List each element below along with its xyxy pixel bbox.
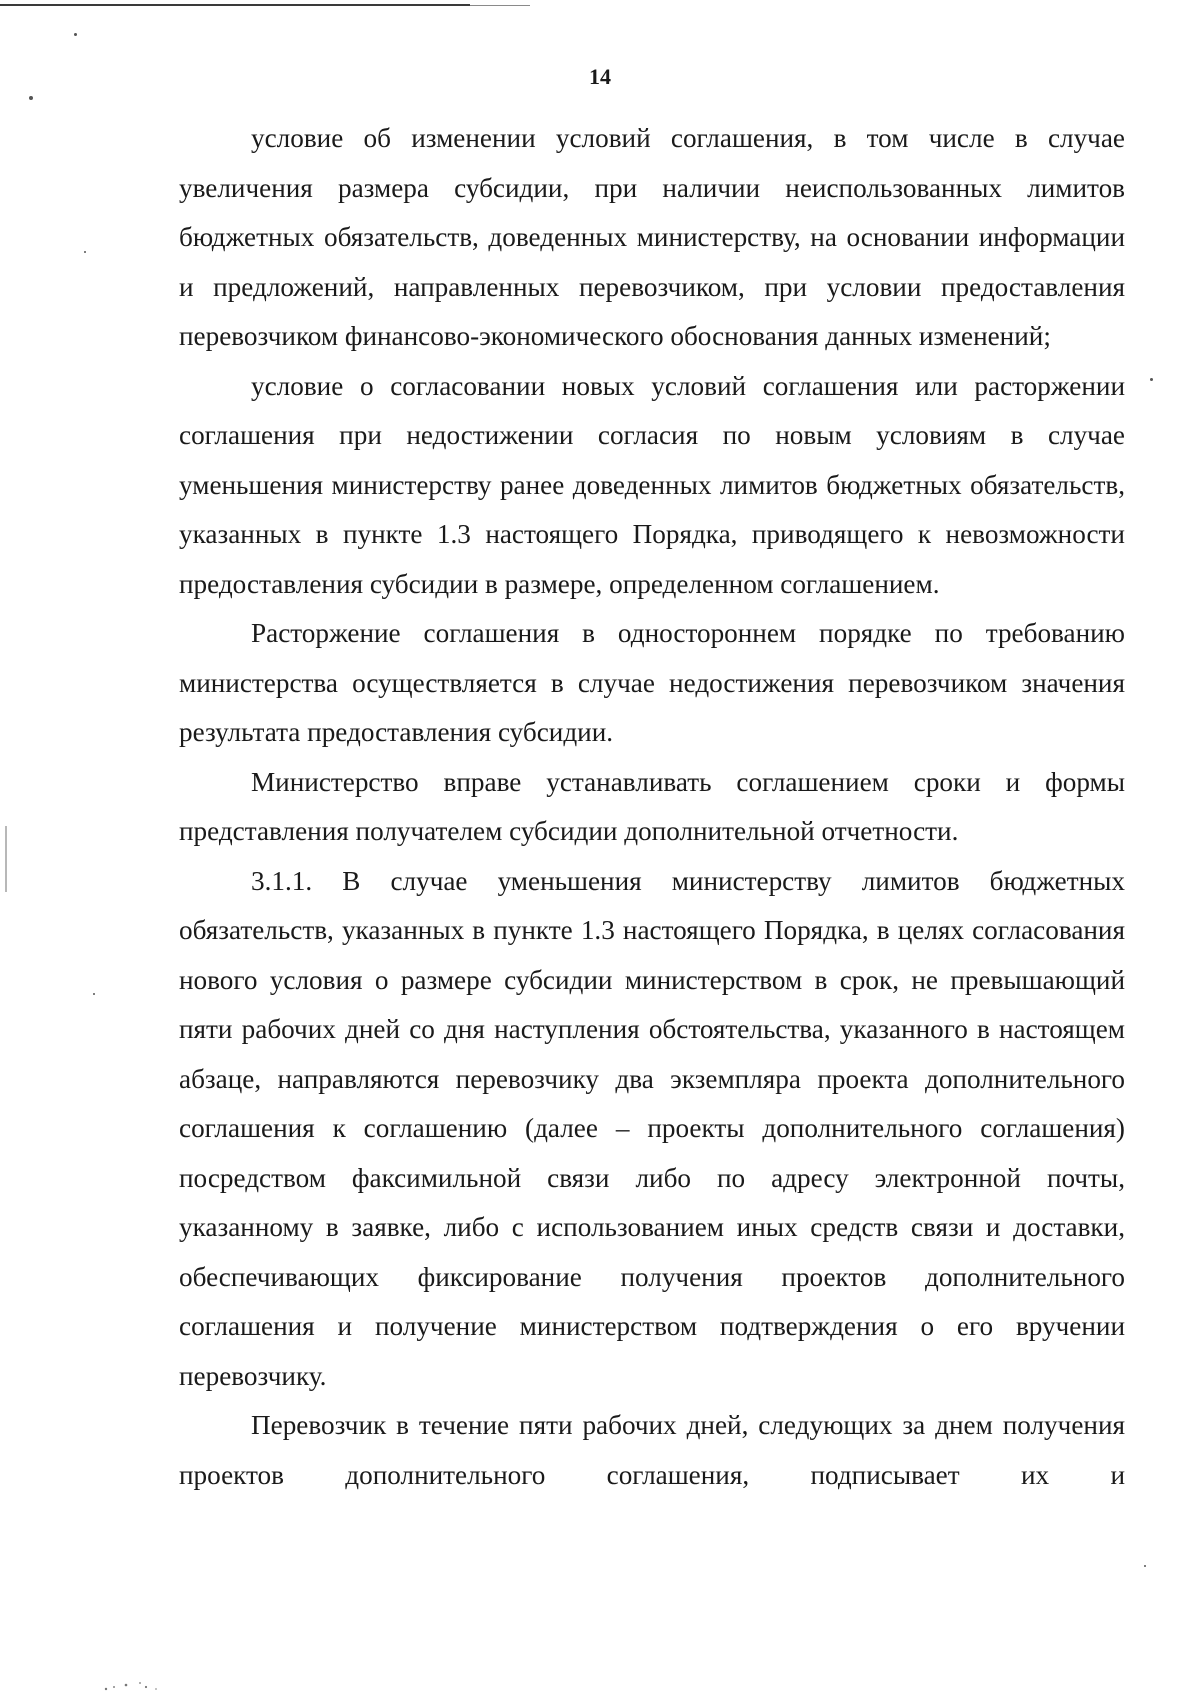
paragraph: условие о согласовании новых условий соглашения или расторжении соглашения при недостижении согласия по новым условиям в случае уменьшения министерству ранее доведенных лимитов бюджетных обязательств, указанных в пункте 1.3 настоящего Порядка, приводящего к невозможности предоставления субсидии в размере, определенном соглашением. [179,370,1125,599]
scan-speck [93,993,95,995]
scan-top-rule-fade [470,5,530,6]
paragraph: Министерство вправе устанавливать соглашением сроки и формы представления получателем субсидии дополнительной отчетности. [179,766,1125,846]
paragraph: условие об изменении условий соглашения, в том числе в случае увеличения размера субсидии, при наличии неиспользованных лимитов бюджетных обязательств, доведенных министерству, на основании информации и предложений, направленных перевозчиком, при условии предоставления перевозчиком финансово-экономического обоснования данных изменений; [179,123,1125,351]
paragraph: Расторжение соглашения в одностороннем порядке по требованию министерства осуществляется в случае недостижения перевозчиком значения результата предоставления субсидии. [179,618,1125,747]
scan-speck [84,251,86,253]
scan-top-rule [0,4,470,6]
scan-smudge [100,1675,180,1695]
scan-speck [29,96,33,100]
scan-speck [74,33,77,36]
paragraph: 3.1.1. В случае уменьшения министерству лимитов бюджетных обязательств, указанных в пункте 1.3 настоящего Порядка, в целях согласования нового условия о размере субсидии министерством в срок, не превышающий пяти рабочих дней со дня наступления обстоятельства, указанного в настоящем абзаце, направляются перевозчику два экземпляра проекта дополнительного соглашения к соглашению (далее – проекты дополнительного соглашения) посредством факсимильной связи либо по адресу электронной почты, указанному в заявке, либо с использованием иных средств связи и доставки, обеспечивающих фиксирование получения проектов дополнительного соглашения и получение министерством подтверждения о его вручении перевозчику. [179,865,1125,1391]
scan-speck [1150,378,1153,381]
page-number: 14 [589,64,611,89]
document-body [179,114,1125,1500]
scan-edge-mark [5,826,7,892]
paragraph-continued: Перевозчик в течение пяти рабочих дней, следующих за днем получения проектов дополнительного соглашения, подписывает их и [179,1410,1125,1490]
scan-speck [1144,1565,1146,1567]
